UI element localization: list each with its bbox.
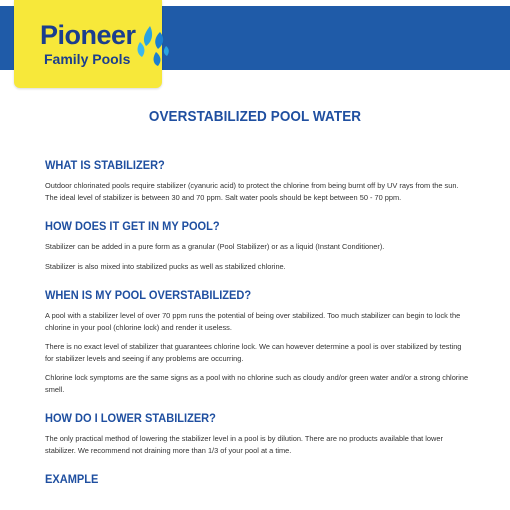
document-body: [45, 158, 472, 502]
section-when-overstabilized: [45, 288, 472, 395]
section-how-does-it-get-in: [45, 219, 472, 272]
section-heading: HOW DO I LOWER STABILIZER?: [45, 411, 216, 425]
section-what-is-stabilizer: [45, 158, 472, 203]
paragraph: Stabilizer is also mixed into stabilized pucks as well as stabilized chlorine.: [45, 261, 286, 271]
section-heading: EXAMPLE: [45, 472, 99, 486]
paragraph: The only practical method of lowering the stabilizer level in a pool is by dilution. There are no products available that lower stabilizer. We recommend not draining more than 1/3 of your pool at a time.: [45, 434, 443, 455]
paragraph: A pool with a stabilizer level of over 70 ppm runs the potential of being over stabilized. Too much stabilizer can begin to lock the chlorine in your pool (chlorine lock) and render it useless.: [45, 311, 461, 332]
header: [0, 0, 510, 72]
logo-line-1: Pioneer: [40, 20, 136, 50]
section-heading: HOW DOES IT GET IN MY POOL?: [45, 219, 220, 233]
section-example: [45, 472, 472, 486]
logo: [14, 0, 162, 88]
paragraph: There is no exact level of stabilizer that guarantees chlorine lock. We can however determine a pool is over stabilized by testing for stabilizer levels and seeing if any problems are occurring.: [45, 342, 462, 363]
paragraph: Chlorine lock symptoms are the same signs as a pool with no chlorine such as cloudy and/or green water and/or a strong chlorine smell.: [45, 373, 469, 394]
logo-line-2: Family Pools: [44, 51, 131, 67]
water-splash-icon: [132, 22, 172, 72]
section-how-lower-stabilizer: [45, 411, 472, 456]
paragraph: Stabilizer can be added in a pure form as a granular (Pool Stabilizer) or as a liquid (Instant Conditioner).: [45, 242, 385, 251]
section-heading: WHAT IS STABILIZER?: [45, 158, 165, 172]
section-heading: WHEN IS MY POOL OVERSTABILIZED?: [45, 288, 252, 302]
paragraph: Outdoor chlorinated pools require stabilizer (cyanuric acid) to protect the chlorine from being burnt off by UV rays from the sun. The ideal level of stabilizer is between 30 and 70 ppm. Salt water pools should be kept between 50 - 70 ppm.: [45, 181, 459, 202]
document-title: OVERSTABILIZED POOL WATER: [148, 108, 362, 125]
